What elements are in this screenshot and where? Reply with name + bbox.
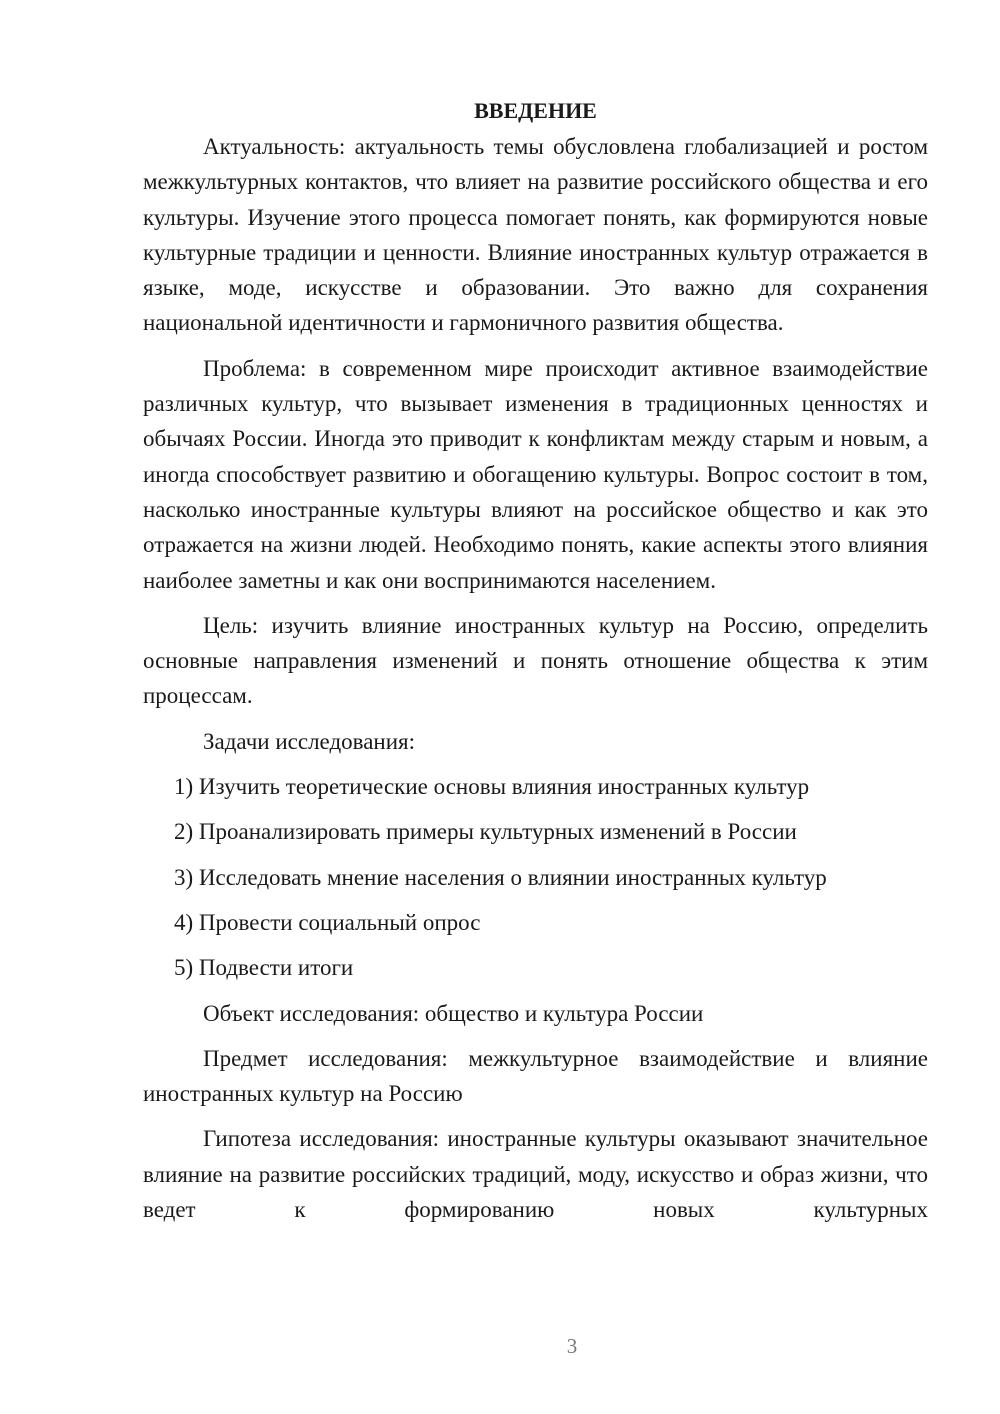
list-item: 1) Изучить теоретические основы влияния иностранных культур [174, 774, 810, 800]
paragraph-object: Объект исследования: общество и культура России [203, 1000, 704, 1026]
tasks-list [143, 769, 928, 985]
page-number: 3 [566, 1334, 578, 1358]
page-content [143, 93, 928, 1227]
list-item: 2) Проанализировать примеры культурных изменений в России [174, 819, 797, 845]
paragraph-goal: Цель: изучить влияние иностранных культур на Россию, определить основные направления изменений и понять отношение общества к этим процессам. [143, 612, 928, 709]
paragraph-hypothesis: Гипотеза исследования: иностранные культуры оказывают значительное влияние на развитие российских традиций, моду, искусство и образ жизни, что ведет к формированию новых культурных [143, 1126, 928, 1223]
tasks-heading: Задачи исследования: [203, 728, 416, 754]
paragraph-problem: Проблема: в современном мире происходит активное взаимодействие различных культур, что вызывает изменения в традиционных ценностях и обычаях России. Иногда это приводит к конфликтам между старым и новым, а иногда способствует развитию и обогащению культуры. Вопрос состоит в том, насколько иностранные культуры влияют на российское общество и как это отражается на жизни людей. Необходимо понять, какие аспекты этого влияния наиболее заметны и как они воспринимаются населением. [143, 355, 928, 593]
list-item: 5) Подвести итоги [174, 955, 354, 981]
section-heading: ВВЕДЕНИЕ [474, 98, 597, 123]
paragraph-subject: Предмет исследования: межкультурное взаимодействие и влияние иностранных культур на Россию [143, 1045, 928, 1107]
paragraph-relevance: Актуальность: актуальность темы обусловлена глобализацией и ростом межкультурных контактов, что влияет на развитие российского общества и его культуры. Изучение этого процесса помогает понять, как формируются новые культурные традиции и ценности. Влияние иностранных культур отражается в языке, моде, искусстве и образовании. Это важно для сохранения национальной идентичности и гармоничного развития общества. [143, 134, 928, 336]
list-item: 4) Провести социальный опрос [174, 909, 481, 935]
list-item: 3) Исследовать мнение населения о влиянии иностранных культур [174, 864, 827, 890]
